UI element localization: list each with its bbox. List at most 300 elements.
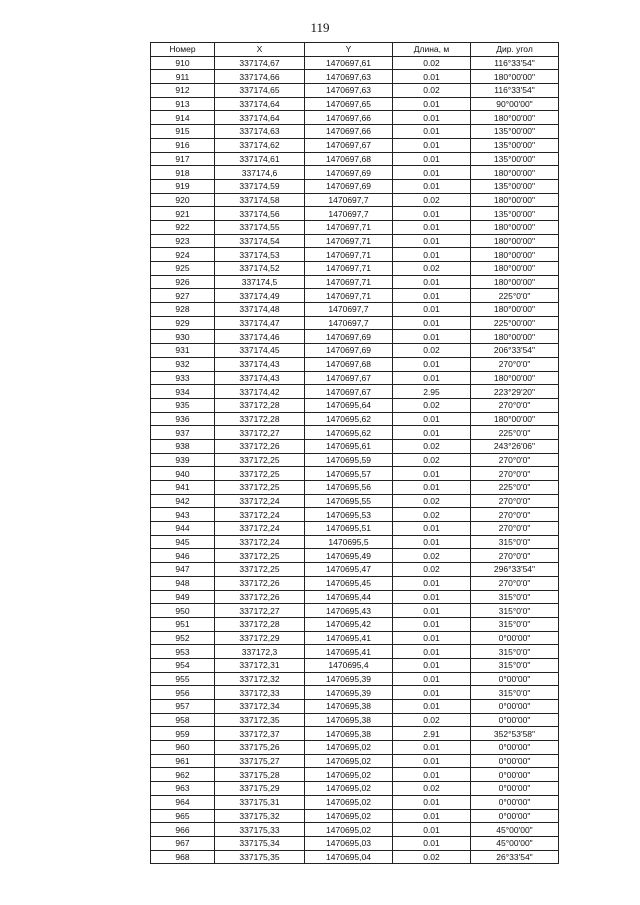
cell-x: 337174,64 xyxy=(215,97,305,111)
cell-x: 337174,49 xyxy=(215,289,305,303)
cell-x: 337174,56 xyxy=(215,207,305,221)
cell-direction-angle: 270°0'0" xyxy=(471,453,559,467)
cell-direction-angle: 135°00'00" xyxy=(471,125,559,139)
cell-y: 1470697,69 xyxy=(305,166,393,180)
cell-number: 963 xyxy=(151,782,215,796)
cell-x: 337175,26 xyxy=(215,741,305,755)
cell-length: 0.01 xyxy=(393,823,471,837)
cell-length: 0.01 xyxy=(393,672,471,686)
cell-y: 1470695,02 xyxy=(305,782,393,796)
cell-length: 0.02 xyxy=(393,563,471,577)
cell-x: 337175,29 xyxy=(215,782,305,796)
cell-number: 911 xyxy=(151,70,215,84)
cell-y: 1470695,02 xyxy=(305,754,393,768)
table-body xyxy=(151,56,559,864)
cell-y: 1470695,41 xyxy=(305,645,393,659)
cell-x: 337172,26 xyxy=(215,439,305,453)
cell-length: 0.01 xyxy=(393,289,471,303)
cell-y: 1470695,41 xyxy=(305,631,393,645)
table-row xyxy=(151,303,559,317)
cell-x: 337172,37 xyxy=(215,727,305,741)
cell-number: 952 xyxy=(151,631,215,645)
cell-x: 337172,28 xyxy=(215,398,305,412)
table-row xyxy=(151,576,559,590)
cell-number: 939 xyxy=(151,453,215,467)
table-row xyxy=(151,549,559,563)
table-row xyxy=(151,741,559,755)
cell-direction-angle: 225°0'0" xyxy=(471,481,559,495)
cell-length: 0.01 xyxy=(393,97,471,111)
cell-direction-angle: 225°00'00" xyxy=(471,316,559,330)
cell-number: 959 xyxy=(151,727,215,741)
cell-y: 1470695,38 xyxy=(305,700,393,714)
cell-direction-angle: 225°0'0" xyxy=(471,426,559,440)
cell-x: 337172,32 xyxy=(215,672,305,686)
header-number: Номер xyxy=(151,43,215,57)
cell-length: 0.01 xyxy=(393,686,471,700)
cell-y: 1470695,38 xyxy=(305,713,393,727)
table-row xyxy=(151,850,559,864)
cell-y: 1470695,03 xyxy=(305,836,393,850)
cell-x: 337174,48 xyxy=(215,303,305,317)
cell-x: 337174,61 xyxy=(215,152,305,166)
cell-y: 1470695,02 xyxy=(305,809,393,823)
cell-number: 912 xyxy=(151,84,215,98)
cell-length: 0.01 xyxy=(393,754,471,768)
cell-number: 944 xyxy=(151,522,215,536)
cell-y: 1470695,02 xyxy=(305,768,393,782)
cell-direction-angle: 0°00'00" xyxy=(471,672,559,686)
cell-length: 0.02 xyxy=(393,549,471,563)
table-row xyxy=(151,700,559,714)
cell-number: 938 xyxy=(151,439,215,453)
cell-number: 918 xyxy=(151,166,215,180)
cell-x: 337172,35 xyxy=(215,713,305,727)
cell-number: 916 xyxy=(151,138,215,152)
cell-y: 1470697,71 xyxy=(305,262,393,276)
cell-x: 337174,5 xyxy=(215,275,305,289)
cell-direction-angle: 296°33'54" xyxy=(471,563,559,577)
cell-x: 337172,27 xyxy=(215,426,305,440)
table-row xyxy=(151,371,559,385)
table-row xyxy=(151,398,559,412)
cell-direction-angle: 315°0'0" xyxy=(471,604,559,618)
cell-direction-angle: 180°00'00" xyxy=(471,220,559,234)
cell-direction-angle: 0°00'00" xyxy=(471,754,559,768)
cell-direction-angle: 0°00'00" xyxy=(471,768,559,782)
cell-x: 337172,25 xyxy=(215,549,305,563)
cell-direction-angle: 180°00'00" xyxy=(471,111,559,125)
cell-length: 0.02 xyxy=(393,193,471,207)
cell-y: 1470697,67 xyxy=(305,138,393,152)
coordinates-table xyxy=(150,42,559,864)
cell-length: 2.95 xyxy=(393,385,471,399)
cell-length: 0.01 xyxy=(393,522,471,536)
cell-direction-angle: 180°00'00" xyxy=(471,303,559,317)
table-row xyxy=(151,686,559,700)
cell-number: 931 xyxy=(151,344,215,358)
cell-number: 958 xyxy=(151,713,215,727)
cell-y: 1470697,71 xyxy=(305,275,393,289)
cell-length: 0.01 xyxy=(393,768,471,782)
cell-direction-angle: 45°00'00" xyxy=(471,823,559,837)
cell-x: 337174,45 xyxy=(215,344,305,358)
cell-y: 1470695,47 xyxy=(305,563,393,577)
cell-length: 0.01 xyxy=(393,248,471,262)
cell-x: 337172,26 xyxy=(215,576,305,590)
table-row xyxy=(151,426,559,440)
cell-length: 0.02 xyxy=(393,713,471,727)
cell-x: 337172,26 xyxy=(215,590,305,604)
cell-number: 927 xyxy=(151,289,215,303)
cell-x: 337172,3 xyxy=(215,645,305,659)
cell-x: 337174,54 xyxy=(215,234,305,248)
cell-x: 337172,24 xyxy=(215,535,305,549)
cell-x: 337172,25 xyxy=(215,467,305,481)
cell-number: 922 xyxy=(151,220,215,234)
cell-direction-angle: 180°00'00" xyxy=(471,234,559,248)
cell-y: 1470697,69 xyxy=(305,330,393,344)
table-row xyxy=(151,727,559,741)
cell-y: 1470695,02 xyxy=(305,823,393,837)
cell-x: 337172,25 xyxy=(215,453,305,467)
table-row xyxy=(151,207,559,221)
cell-x: 337174,67 xyxy=(215,56,305,70)
cell-length: 0.01 xyxy=(393,809,471,823)
cell-direction-angle: 270°0'0" xyxy=(471,357,559,371)
table-row xyxy=(151,275,559,289)
table-row xyxy=(151,111,559,125)
table-row xyxy=(151,234,559,248)
header-x: X xyxy=(215,43,305,57)
cell-x: 337174,64 xyxy=(215,111,305,125)
cell-y: 1470697,71 xyxy=(305,220,393,234)
cell-length: 0.01 xyxy=(393,316,471,330)
cell-y: 1470697,67 xyxy=(305,371,393,385)
cell-x: 337175,34 xyxy=(215,836,305,850)
cell-length: 0.01 xyxy=(393,138,471,152)
cell-direction-angle: 180°00'00" xyxy=(471,248,559,262)
cell-direction-angle: 0°00'00" xyxy=(471,809,559,823)
cell-y: 1470697,7 xyxy=(305,207,393,221)
cell-y: 1470697,66 xyxy=(305,111,393,125)
table-row xyxy=(151,248,559,262)
cell-y: 1470697,65 xyxy=(305,97,393,111)
cell-y: 1470695,59 xyxy=(305,453,393,467)
cell-y: 1470695,38 xyxy=(305,727,393,741)
table-row xyxy=(151,672,559,686)
cell-direction-angle: 270°0'0" xyxy=(471,467,559,481)
cell-direction-angle: 243°26'06" xyxy=(471,439,559,453)
cell-direction-angle: 0°00'00" xyxy=(471,713,559,727)
cell-y: 1470697,71 xyxy=(305,234,393,248)
cell-direction-angle: 270°0'0" xyxy=(471,508,559,522)
cell-number: 943 xyxy=(151,508,215,522)
cell-direction-angle: 180°00'00" xyxy=(471,70,559,84)
cell-length: 0.01 xyxy=(393,631,471,645)
cell-length: 0.01 xyxy=(393,658,471,672)
cell-number: 967 xyxy=(151,836,215,850)
table-header-row xyxy=(151,43,559,57)
cell-y: 1470695,55 xyxy=(305,494,393,508)
cell-x: 337172,24 xyxy=(215,522,305,536)
cell-number: 941 xyxy=(151,481,215,495)
cell-x: 337174,42 xyxy=(215,385,305,399)
cell-y: 1470695,62 xyxy=(305,412,393,426)
cell-direction-angle: 315°0'0" xyxy=(471,535,559,549)
cell-length: 0.01 xyxy=(393,412,471,426)
cell-x: 337174,43 xyxy=(215,357,305,371)
header-length: Длина, м xyxy=(393,43,471,57)
table-row xyxy=(151,631,559,645)
cell-y: 1470695,45 xyxy=(305,576,393,590)
cell-x: 337172,28 xyxy=(215,617,305,631)
cell-length: 0.01 xyxy=(393,617,471,631)
cell-length: 0.01 xyxy=(393,357,471,371)
cell-direction-angle: 135°00'00" xyxy=(471,138,559,152)
table-row xyxy=(151,782,559,796)
cell-length: 0.01 xyxy=(393,207,471,221)
cell-number: 923 xyxy=(151,234,215,248)
cell-direction-angle: 223°29'20" xyxy=(471,385,559,399)
cell-direction-angle: 180°00'00" xyxy=(471,275,559,289)
cell-number: 966 xyxy=(151,823,215,837)
cell-y: 1470695,49 xyxy=(305,549,393,563)
cell-number: 926 xyxy=(151,275,215,289)
cell-length: 0.01 xyxy=(393,576,471,590)
cell-length: 0.01 xyxy=(393,481,471,495)
cell-direction-angle: 0°00'00" xyxy=(471,782,559,796)
table-row xyxy=(151,344,559,358)
cell-x: 337174,58 xyxy=(215,193,305,207)
table-row xyxy=(151,385,559,399)
cell-y: 1470695,56 xyxy=(305,481,393,495)
cell-length: 0.02 xyxy=(393,508,471,522)
cell-direction-angle: 315°0'0" xyxy=(471,686,559,700)
cell-x: 337174,55 xyxy=(215,220,305,234)
table-row xyxy=(151,754,559,768)
table-row xyxy=(151,193,559,207)
table-row xyxy=(151,70,559,84)
cell-y: 1470695,44 xyxy=(305,590,393,604)
header-direction-angle: Дир. угол xyxy=(471,43,559,57)
table-row xyxy=(151,645,559,659)
cell-number: 950 xyxy=(151,604,215,618)
cell-direction-angle: 90°00'00" xyxy=(471,97,559,111)
cell-length: 0.01 xyxy=(393,330,471,344)
cell-length: 0.01 xyxy=(393,426,471,440)
cell-number: 929 xyxy=(151,316,215,330)
cell-direction-angle: 270°0'0" xyxy=(471,576,559,590)
cell-direction-angle: 0°00'00" xyxy=(471,631,559,645)
cell-length: 0.01 xyxy=(393,795,471,809)
cell-y: 1470695,42 xyxy=(305,617,393,631)
cell-number: 955 xyxy=(151,672,215,686)
cell-x: 337175,27 xyxy=(215,754,305,768)
cell-length: 0.02 xyxy=(393,453,471,467)
table-row xyxy=(151,494,559,508)
cell-number: 917 xyxy=(151,152,215,166)
cell-length: 0.01 xyxy=(393,70,471,84)
cell-length: 2.91 xyxy=(393,727,471,741)
cell-number: 934 xyxy=(151,385,215,399)
cell-y: 1470697,69 xyxy=(305,344,393,358)
cell-number: 964 xyxy=(151,795,215,809)
cell-number: 915 xyxy=(151,125,215,139)
table-row xyxy=(151,535,559,549)
cell-x: 337172,29 xyxy=(215,631,305,645)
table-row xyxy=(151,330,559,344)
cell-length: 0.01 xyxy=(393,111,471,125)
cell-x: 337172,24 xyxy=(215,508,305,522)
table-row xyxy=(151,179,559,193)
cell-length: 0.02 xyxy=(393,398,471,412)
table-row xyxy=(151,453,559,467)
cell-number: 928 xyxy=(151,303,215,317)
cell-y: 1470695,39 xyxy=(305,672,393,686)
cell-direction-angle: 180°00'00" xyxy=(471,193,559,207)
cell-length: 0.01 xyxy=(393,590,471,604)
cell-y: 1470695,4 xyxy=(305,658,393,672)
cell-number: 956 xyxy=(151,686,215,700)
cell-direction-angle: 135°00'00" xyxy=(471,179,559,193)
cell-y: 1470697,61 xyxy=(305,56,393,70)
table-row xyxy=(151,316,559,330)
cell-length: 0.01 xyxy=(393,836,471,850)
cell-y: 1470695,62 xyxy=(305,426,393,440)
cell-y: 1470697,71 xyxy=(305,248,393,262)
cell-number: 965 xyxy=(151,809,215,823)
cell-x: 337174,53 xyxy=(215,248,305,262)
cell-x: 337175,28 xyxy=(215,768,305,782)
cell-x: 337174,59 xyxy=(215,179,305,193)
table-row xyxy=(151,357,559,371)
table-row xyxy=(151,768,559,782)
cell-y: 1470697,63 xyxy=(305,70,393,84)
cell-number: 968 xyxy=(151,850,215,864)
cell-length: 0.02 xyxy=(393,439,471,453)
cell-number: 919 xyxy=(151,179,215,193)
cell-number: 940 xyxy=(151,467,215,481)
cell-number: 933 xyxy=(151,371,215,385)
cell-y: 1470695,39 xyxy=(305,686,393,700)
cell-direction-angle: 45°00'00" xyxy=(471,836,559,850)
cell-y: 1470697,68 xyxy=(305,152,393,166)
table-row xyxy=(151,220,559,234)
table-row xyxy=(151,508,559,522)
cell-direction-angle: 315°0'0" xyxy=(471,617,559,631)
cell-number: 957 xyxy=(151,700,215,714)
cell-length: 0.02 xyxy=(393,84,471,98)
cell-x: 337172,34 xyxy=(215,700,305,714)
cell-number: 921 xyxy=(151,207,215,221)
cell-direction-angle: 225°0'0" xyxy=(471,289,559,303)
cell-x: 337172,25 xyxy=(215,481,305,495)
cell-number: 960 xyxy=(151,741,215,755)
cell-y: 1470697,66 xyxy=(305,125,393,139)
cell-length: 0.02 xyxy=(393,262,471,276)
cell-direction-angle: 180°00'00" xyxy=(471,371,559,385)
cell-length: 0.01 xyxy=(393,179,471,193)
cell-direction-angle: 315°0'0" xyxy=(471,590,559,604)
cell-x: 337174,65 xyxy=(215,84,305,98)
cell-number: 935 xyxy=(151,398,215,412)
cell-y: 1470697,67 xyxy=(305,385,393,399)
cell-number: 913 xyxy=(151,97,215,111)
cell-length: 0.01 xyxy=(393,467,471,481)
cell-number: 954 xyxy=(151,658,215,672)
cell-length: 0.01 xyxy=(393,741,471,755)
cell-number: 914 xyxy=(151,111,215,125)
page-number: 119 xyxy=(310,20,330,35)
cell-direction-angle: 352°53'58" xyxy=(471,727,559,741)
cell-length: 0.01 xyxy=(393,234,471,248)
cell-y: 1470697,69 xyxy=(305,179,393,193)
cell-direction-angle: 180°00'00" xyxy=(471,262,559,276)
cell-length: 0.01 xyxy=(393,700,471,714)
cell-x: 337172,33 xyxy=(215,686,305,700)
cell-number: 949 xyxy=(151,590,215,604)
table-row xyxy=(151,522,559,536)
table-row xyxy=(151,713,559,727)
cell-number: 947 xyxy=(151,563,215,577)
cell-direction-angle: 116°33'54" xyxy=(471,56,559,70)
cell-length: 0.01 xyxy=(393,275,471,289)
cell-direction-angle: 180°00'00" xyxy=(471,166,559,180)
table-row xyxy=(151,152,559,166)
cell-direction-angle: 26°33'54" xyxy=(471,850,559,864)
cell-length: 0.02 xyxy=(393,56,471,70)
cell-x: 337174,62 xyxy=(215,138,305,152)
cell-x: 337175,33 xyxy=(215,823,305,837)
cell-number: 925 xyxy=(151,262,215,276)
cell-y: 1470695,61 xyxy=(305,439,393,453)
table-row xyxy=(151,809,559,823)
cell-number: 937 xyxy=(151,426,215,440)
cell-y: 1470697,7 xyxy=(305,316,393,330)
cell-x: 337174,46 xyxy=(215,330,305,344)
table-row xyxy=(151,823,559,837)
cell-number: 932 xyxy=(151,357,215,371)
cell-length: 0.01 xyxy=(393,125,471,139)
table-row xyxy=(151,262,559,276)
cell-x: 337174,66 xyxy=(215,70,305,84)
cell-number: 930 xyxy=(151,330,215,344)
cell-number: 945 xyxy=(151,535,215,549)
cell-number: 920 xyxy=(151,193,215,207)
cell-y: 1470695,64 xyxy=(305,398,393,412)
table-row xyxy=(151,412,559,426)
cell-length: 0.01 xyxy=(393,303,471,317)
cell-direction-angle: 270°0'0" xyxy=(471,522,559,536)
cell-x: 337175,32 xyxy=(215,809,305,823)
cell-direction-angle: 180°00'00" xyxy=(471,412,559,426)
table-row xyxy=(151,467,559,481)
cell-direction-angle: 206°33'54" xyxy=(471,344,559,358)
cell-x: 337175,31 xyxy=(215,795,305,809)
cell-y: 1470697,63 xyxy=(305,84,393,98)
cell-direction-angle: 270°0'0" xyxy=(471,398,559,412)
cell-length: 0.02 xyxy=(393,782,471,796)
cell-number: 951 xyxy=(151,617,215,631)
table-row xyxy=(151,481,559,495)
cell-direction-angle: 270°0'0" xyxy=(471,494,559,508)
cell-length: 0.01 xyxy=(393,645,471,659)
table-row xyxy=(151,56,559,70)
cell-y: 1470695,57 xyxy=(305,467,393,481)
cell-direction-angle: 0°00'00" xyxy=(471,741,559,755)
cell-length: 0.02 xyxy=(393,344,471,358)
